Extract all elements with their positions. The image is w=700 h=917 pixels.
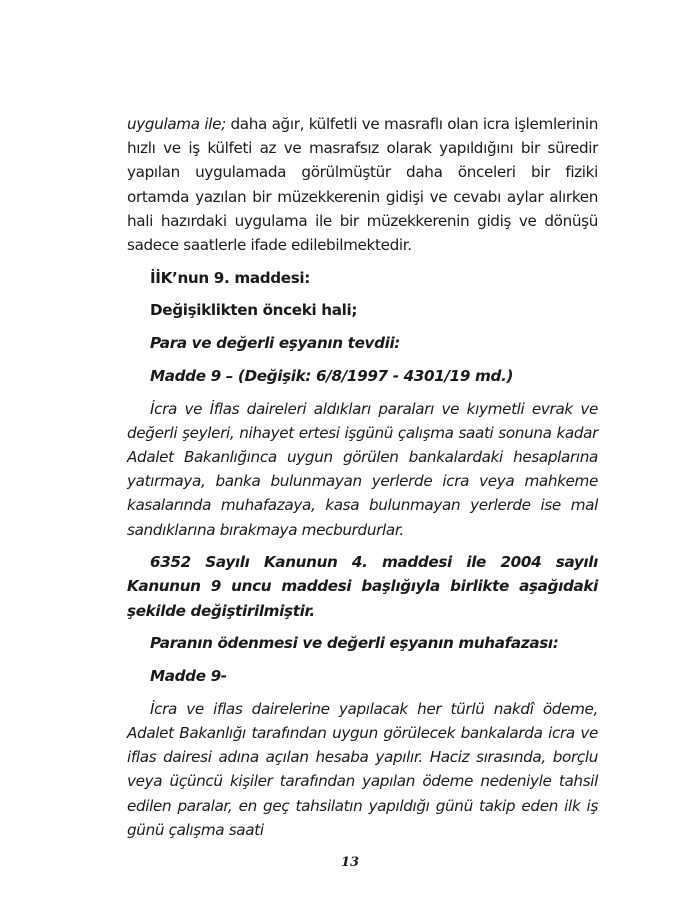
intro-paragraph <box>127 112 598 257</box>
heading-old-article: Madde 9 – (Değişik: 6/8/1997 - 4301/19 md.) <box>150 366 514 385</box>
old-article-text: İcra ve İflas daireleri aldıkları paraları ve kıymetli evrak ve değerli şeyleri, nihayet ertesi işgünü çalışma saati sonuna kadar Adalet Bakanlığınca uygun görülen bankalardaki hesaplarına yatırmaya, banka bulunmayan yerlerde icra veya mahkeme kasalarında muhafazaya, kasa bulunmayan yerlerde ise mal sandıklarına bırakmaya mecburdurlar. <box>127 399 598 539</box>
heading-previous-version: Değişiklikten önceki hali; <box>150 301 358 320</box>
intro-italic-lead: uygulama ile; <box>127 115 226 133</box>
amendment-note: 6352 Sayılı Kanunun 4. maddesi ile 2004 sayılı Kanunun 9 uncu maddesi başlığıyla birlikte aşağıdaki şekilde değiştirilmiştir. <box>127 553 598 620</box>
page-number: 13 <box>340 855 360 870</box>
page-body <box>127 112 598 842</box>
new-article-text: İcra ve iflas dairelerine yapılacak her türlü nakdî ödeme, Adalet Bakanlığı tarafından uygun görülecek bankalarda icra ve iflas dairesi adına açılan hesaba yapılır. Haciz sırasında, borçlu veya üçüncü kişiler tarafından yapılan ödeme nedeniyle tahsil edilen paralar, en geç tahsilatın yapıldığı günü takip eden ilk iş günü çalışma saati <box>127 699 598 839</box>
heading-new-title: Paranın ödenmesi ve değerli eşyanın muhafazası: <box>150 634 559 653</box>
heading-new-article: Madde 9- <box>150 667 227 686</box>
heading-article: İİK’nun 9. maddesi: <box>150 268 310 287</box>
intro-text: daha ağır, külfetli ve masraflı olan icra işlemlerinin hızlı ve iş külfeti az ve masrafsız olarak yapıldığını bir süredir yapılan uygulamada görülmüştür daha önceleri bir fiziki ortamda yazılan bir müzekkerenin gidişi ve cevabı aylar alırken hali hazırdaki uygulama ile bir müzekkerenin gidiş ve dönüşü sadece saatlerle ifade edilebilmektedir. <box>127 115 599 255</box>
heading-old-title: Para ve değerli eşyanın tevdii: <box>150 334 401 353</box>
